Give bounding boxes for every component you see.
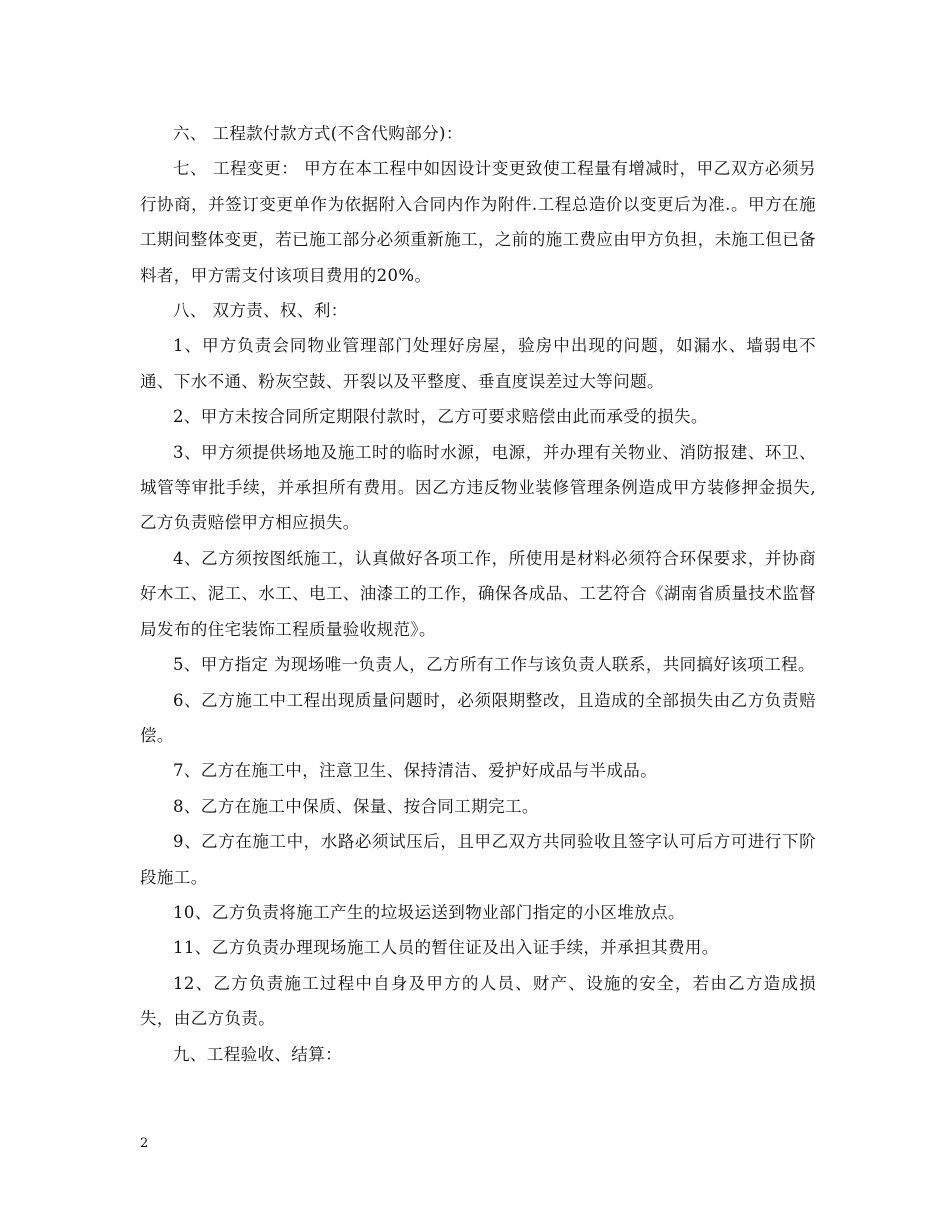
clause-3: 3、甲方须提供场地及施工时的临时水源，电源，并办理有关物业、消防报建、环卫、城管等审批手续，并承担所有费用。因乙方违反物业装修管理条例造成甲方装修押金损失,乙方负责赔偿甲方相应损失。 (140, 442, 816, 533)
contract-body (140, 116, 816, 1072)
section-acceptance-heading: 九、工程验收、结算： (173, 1044, 342, 1064)
section-payment-heading: 六、 工程款付款方式(不含代购部分)： (173, 124, 463, 143)
clause-5: 5、甲方指定 为现场唯一负责人，乙方所有工作与该负责人联系，共同搞好该项工程。 (173, 655, 815, 675)
clause-6: 6、乙方施工中工程出现质量问题时，必须限期整改，且造成的全部损失由乙方负责赔偿。 (140, 690, 816, 745)
clause-10: 10、乙方负责将施工产生的垃圾运送到物业部门指定的小区堆放点。 (173, 902, 685, 922)
clause-8: 8、乙方在施工中保质、保量、按合同工期完工。 (173, 796, 539, 816)
section-change-paragraph: 七、 工程变更： 甲方在本工程中如因设计变更致使工程量有增减时，甲乙双方必须另行协商，并签订变更单作为依据附入合同内作为附件.工程总造价以变更后为准.。甲方在施工期间整体变更，若已施工部分必须重新施工，之前的施工费应由甲方负担，未施工但已备料者，甲方需支付该项目费用的20%。 (140, 159, 816, 285)
section-rights-heading: 八、 双方责、权、利： (173, 301, 348, 321)
clause-12: 12、乙方负责施工过程中自身及甲方的人员、财产、设施的安全，若由乙方造成损失，由乙方负责。 (140, 973, 816, 1029)
page-number: 2 (140, 1136, 149, 1151)
clause-9: 9、乙方在施工中，水路必须试压后，且甲乙双方共同验收且签字认可后方可进行下阶段施工。 (140, 832, 816, 887)
clause-7: 7、乙方在施工中，注意卫生、保持清洁、爱护好成品与半成品。 (173, 761, 658, 781)
clause-4: 4、乙方须按图纸施工，认真做好各项工作，所使用是材料必须符合环保要求，并协商好木工、泥工、水工、电工、油漆工的工作，确保各成品、工艺符合《湖南省质量技术监督局发布的住宅装饰工程质量验收规范》。 (140, 548, 816, 639)
clause-11: 11、乙方负责办理现场施工人员的暂住证及出入证手续，并承担其费用。 (173, 938, 719, 958)
clause-1: 1、甲方负责会同物业管理部门处理好房屋，验房中出现的问题，如漏水、墙弱电不通、下水不通、粉灰空鼓、开裂以及平整度、垂直度误差过大等问题。 (140, 336, 816, 391)
clause-2: 2、甲方未按合同所定期限付款时，乙方可要求赔偿由此而承受的损失。 (173, 407, 708, 427)
